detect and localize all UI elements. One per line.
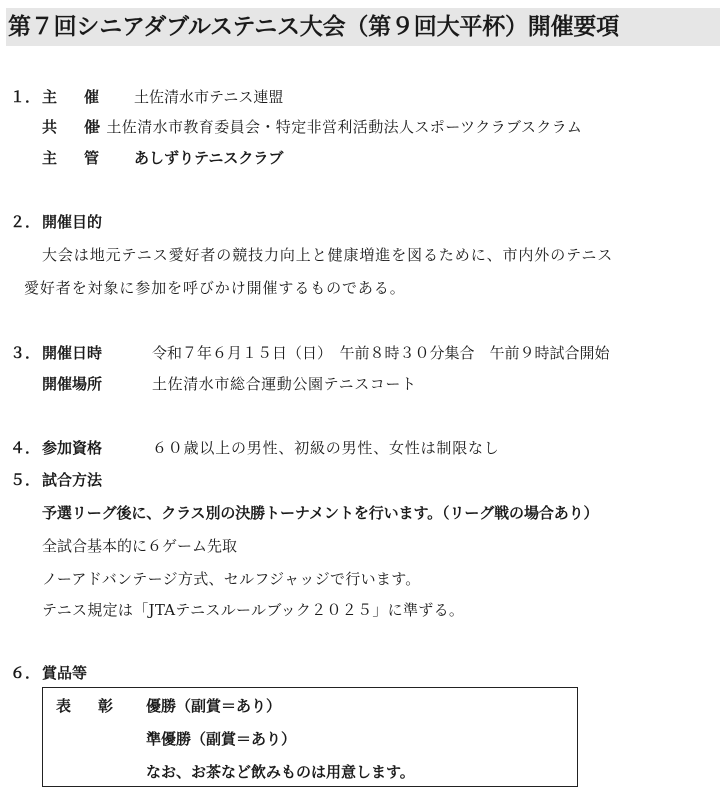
section-5-number: ５． <box>10 471 41 489</box>
match-method-line-3: ノーアドバンテージ方式、セルフジャッジで行います。 <box>42 570 421 588</box>
eligibility-label: 参加資格 <box>42 439 103 457</box>
match-method-line-2: 全試合基本的に６ゲーム先取 <box>42 537 238 555</box>
section-2-heading: 開催目的 <box>42 213 103 231</box>
organizer-value: 土佐清水市テニス連盟 <box>134 88 284 106</box>
section-1-number: １． <box>10 88 41 106</box>
purpose-line-1: 大会は地元テニス愛好者の競技力向上と健康増進を図るために、市内外のテニス <box>42 246 614 264</box>
date-value: 令和７年６月１５日（日） 午前８時３０分集合 午前９時試合開始 <box>152 344 610 362</box>
cosponsor-value: ・土佐清水市教育委員会・特定非営利活動法人スポーツクラブスクラム <box>91 118 583 136</box>
section-6-number: ６． <box>10 664 41 682</box>
cosponsor-label: 共 催 <box>42 118 106 136</box>
purpose-line-2: 愛好者を対象に参加を呼びかけ開催するものである。 <box>24 279 406 297</box>
prize-line-1: 優勝（副賞＝あり） <box>146 697 282 715</box>
section-4-number: ４． <box>10 439 41 457</box>
section-2-number: ２． <box>10 213 41 231</box>
date-label: 開催日時 <box>42 344 103 362</box>
organizer-label: 主 催 <box>42 88 106 106</box>
prize-line-3: なお、お茶など飲みものは用意します。 <box>146 763 415 781</box>
manager-label: 主 管 <box>42 149 106 167</box>
page-title: 第７回シニアダブルステニス大会（第９回大平杯）開催要項 <box>6 8 720 46</box>
venue-value: 土佐清水市総合運動公園テニスコート <box>152 375 417 393</box>
award-label: 表 彰 <box>56 697 120 715</box>
match-method-line-1: 予選リーグ後に、クラス別の決勝トーナメントを行います。（リーグ戦の場合あり） <box>42 504 599 522</box>
eligibility-value: ６０歳以上の男性、初級の男性、女性は制限なし <box>152 439 500 457</box>
section-3-number: ３． <box>10 344 41 362</box>
manager-value: あしずりテニスクラブ <box>134 149 284 167</box>
section-5-heading: 試合方法 <box>42 471 103 489</box>
venue-label: 開催場所 <box>42 375 103 393</box>
prize-line-2: 準優勝（副賞＝あり） <box>146 730 297 748</box>
match-method-line-4: テニス規定は「JTAテニスルールブック２０２５」に準ずる。 <box>42 601 465 619</box>
section-6-heading: 賞品等 <box>42 664 88 682</box>
